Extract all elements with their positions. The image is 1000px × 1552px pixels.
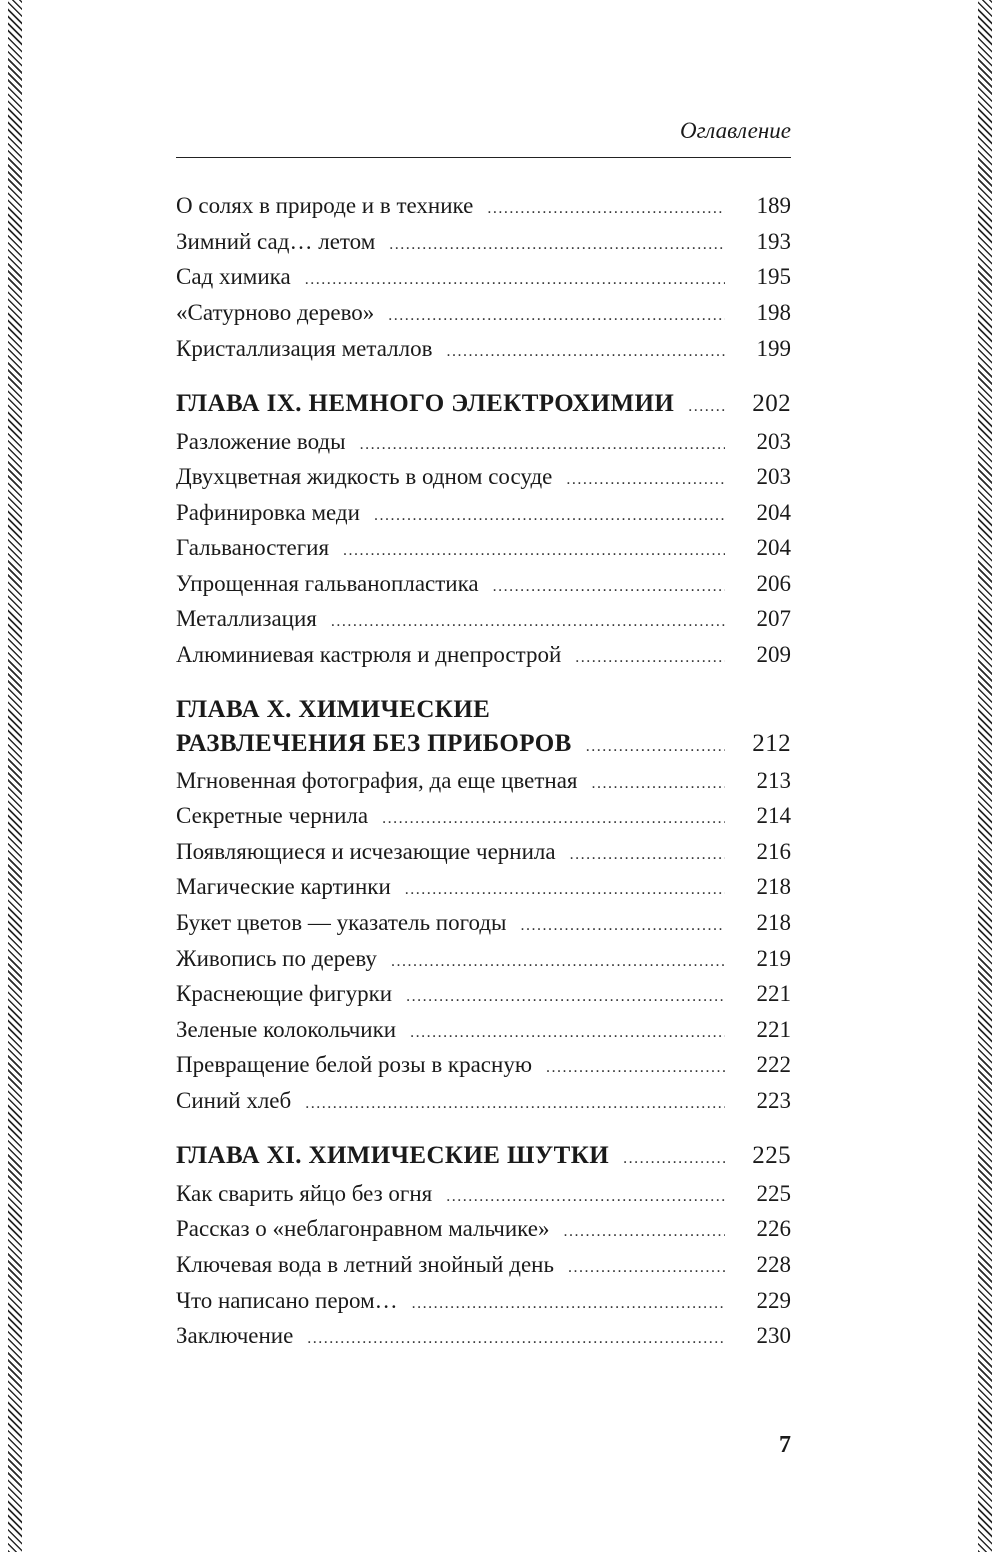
dot-leader: [546, 1053, 725, 1083]
toc-entry-title: Гальваностегия: [176, 535, 330, 560]
toc-entry-page: 204: [756, 500, 791, 525]
toc-entry-page: 226: [756, 1216, 791, 1241]
toc-entry: [176, 908, 791, 941]
toc-entry: [176, 1050, 791, 1083]
toc-entry: [176, 944, 791, 977]
toc-entry: [176, 1179, 791, 1212]
toc-entry-title: Краснеющие фигурки: [176, 981, 393, 1006]
dot-leader: [564, 1217, 726, 1247]
dot-leader: [446, 1182, 725, 1212]
dot-leader: [688, 392, 725, 422]
dot-leader: [405, 875, 725, 905]
toc-entry-title: Разложение воды: [176, 429, 346, 454]
toc-entry: [176, 262, 791, 295]
toc-chapter-title: ГЛАВА IX. НЕМНОГО ЭЛЕКТРОХИМИИ: [176, 390, 675, 417]
toc-entry-page: 198: [756, 300, 791, 325]
toc-entry: [176, 1321, 791, 1354]
toc-entry-title: Рассказ о «неблагонравном мальчике»: [176, 1216, 550, 1241]
toc-entry-page: 206: [756, 571, 791, 596]
toc-entry-page: 216: [756, 839, 791, 864]
dot-leader: [360, 430, 725, 460]
toc-entry-page: 207: [756, 606, 791, 631]
dot-leader: [343, 536, 725, 566]
toc-entry-page: 204: [756, 535, 791, 560]
decorative-border-left: [8, 0, 22, 1552]
toc-entry: [176, 837, 791, 870]
dot-leader: [487, 194, 725, 224]
toc-entry-page: 230: [756, 1323, 791, 1348]
toc-chapter-heading: [176, 729, 791, 762]
toc-entry-page: 193: [756, 229, 791, 254]
toc-chapter-page: 212: [752, 730, 791, 757]
dot-leader: [623, 1144, 725, 1174]
toc-chapter-title: ГЛАВА XI. ХИМИЧЕСКИЕ ШУТКИ: [176, 1142, 610, 1169]
toc-entry-title: Что написано пером…: [176, 1288, 398, 1313]
dot-leader: [388, 301, 725, 331]
toc-entry-page: 189: [756, 193, 791, 218]
toc-entry-title: Рафинировка меди: [176, 500, 360, 525]
toc-entry-title: Секретные чернила: [176, 803, 369, 828]
toc-entry-page: 223: [756, 1088, 791, 1113]
dot-leader: [305, 265, 725, 295]
dot-leader: [566, 465, 725, 495]
toc-entry-page: 214: [756, 803, 791, 828]
toc-entry-title: Ключевая вода в летний знойный день: [176, 1252, 554, 1277]
toc-entry-title: Зимний сад… летом: [176, 229, 376, 254]
dot-leader: [586, 732, 725, 762]
toc-entry-page: 228: [756, 1252, 791, 1277]
toc-entry-page: 199: [756, 336, 791, 361]
toc-entry: [176, 766, 791, 799]
toc-entry-page: 221: [756, 1017, 791, 1042]
toc-entry: [176, 427, 791, 460]
dot-leader: [410, 1018, 725, 1048]
toc-entry-page: 225: [756, 1181, 791, 1206]
toc-entry: [176, 872, 791, 905]
toc-entry-title: О солях в природе и в технике: [176, 193, 474, 218]
toc-entry-title: Как сварить яйцо без огня: [176, 1181, 433, 1206]
toc-entry-page: 195: [756, 264, 791, 289]
header-rule: [176, 157, 791, 158]
dot-leader: [307, 1324, 725, 1354]
toc-entry-page: 203: [756, 464, 791, 489]
toc-chapter-heading: [176, 389, 791, 422]
toc-entry-title: Металлизация: [176, 606, 317, 631]
dot-leader: [493, 572, 725, 602]
dot-leader: [382, 804, 725, 834]
dot-leader: [575, 643, 725, 673]
dot-leader: [570, 840, 725, 870]
toc-entry: [176, 334, 791, 367]
toc-entry-title: Магические картинки: [176, 874, 391, 899]
toc-entry-page: 218: [756, 910, 791, 935]
toc-entry-title: Алюминиевая кастрюля и днепрострой: [176, 642, 562, 667]
running-head: Оглавление: [679, 118, 791, 143]
dot-leader: [305, 1089, 725, 1119]
dot-leader: [406, 982, 725, 1012]
toc-chapter-heading: [176, 1141, 791, 1174]
toc-entry: [176, 801, 791, 834]
toc-entry: [176, 1250, 791, 1283]
toc-entry-page: 219: [756, 946, 791, 971]
decorative-border-right: [978, 0, 992, 1552]
toc-entry: [176, 1086, 791, 1119]
toc-entry-page: 221: [756, 981, 791, 1006]
dot-leader: [568, 1253, 725, 1283]
dot-leader: [331, 607, 725, 637]
toc-entry-title: Сад химика: [176, 264, 291, 289]
toc-entry: [176, 227, 791, 260]
dot-leader: [389, 230, 725, 260]
toc-entry-title: Мгновенная фотография, да еще цветная: [176, 768, 578, 793]
page-number: 7: [779, 1432, 791, 1458]
toc-entry-title: Двухцветная жидкость в одном сосуде: [176, 464, 553, 489]
toc-entry: [176, 498, 791, 531]
toc-chapter-title: РАЗВЛЕЧЕНИЯ БЕЗ ПРИБОРОВ: [176, 730, 572, 757]
toc-entry-page: 229: [756, 1288, 791, 1313]
toc-entry-title: Упрощенная гальванопластика: [176, 571, 479, 596]
dot-leader: [520, 911, 725, 941]
toc-chapter-page: 225: [752, 1142, 791, 1169]
toc-entry-title: Заключение: [176, 1323, 294, 1348]
toc-entry: [176, 1286, 791, 1319]
toc-entry-title: Превращение белой розы в красную: [176, 1052, 533, 1077]
toc-entry: [176, 191, 791, 224]
dot-leader: [391, 947, 725, 977]
toc-chapter-page: 202: [752, 390, 791, 417]
toc-entry-page: 203: [756, 429, 791, 454]
toc-entry: [176, 979, 791, 1012]
dot-leader: [592, 769, 726, 799]
dot-leader: [374, 501, 725, 531]
toc-entry-page: 222: [756, 1052, 791, 1077]
toc-entry-title: Зеленые колокольчики: [176, 1017, 397, 1042]
toc-entry: [176, 462, 791, 495]
toc-entry: [176, 640, 791, 673]
toc-entry-page: 213: [756, 768, 791, 793]
toc-entry-title: Живопись по дереву: [176, 946, 377, 971]
dot-leader: [412, 1289, 725, 1319]
toc-entry-page: 218: [756, 874, 791, 899]
toc-entry: [176, 1214, 791, 1247]
toc-entry-title: Синий хлеб: [176, 1088, 292, 1113]
toc-entry-page: 209: [756, 642, 791, 667]
toc-entry-title: Появляющиеся и исчезающие чернила: [176, 839, 556, 864]
toc-chapter-title-line1: ГЛАВА X. ХИМИЧЕСКИЕ: [176, 696, 491, 723]
toc-entry-title: «Сатурново дерево»: [176, 300, 375, 325]
toc-entry: [176, 604, 791, 637]
toc-entry-title: Кристаллизация металлов: [176, 336, 433, 361]
toc-entry: [176, 569, 791, 602]
toc-entry-title: Букет цветов — указатель погоды: [176, 910, 507, 935]
toc-entry: [176, 298, 791, 331]
dot-leader: [446, 337, 725, 367]
toc-entry: [176, 1015, 791, 1048]
toc-entry: [176, 533, 791, 566]
